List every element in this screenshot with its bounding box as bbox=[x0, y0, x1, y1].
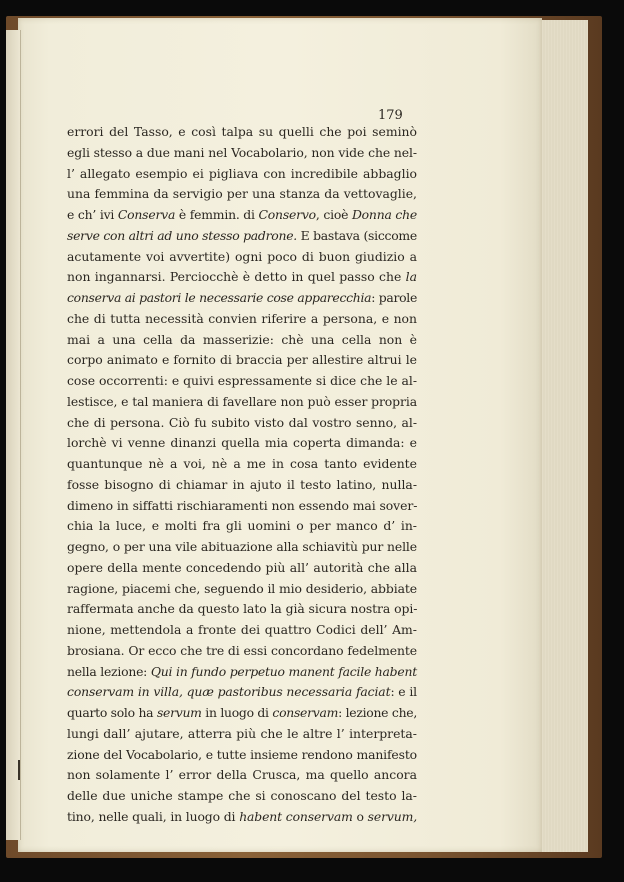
text-segment: cose occorrenti: e quivi espressamente si dice che le al- bbox=[67, 373, 417, 388]
text-segment: in luogo di bbox=[201, 705, 273, 720]
text-segment: opere della mente concedendo più all’ autorità che alla bbox=[67, 559, 417, 575]
text-line bbox=[67, 122, 417, 143]
text-line bbox=[67, 454, 417, 475]
text-segment: gegno, o per una vile abituazione alla schiavitù pur nelle bbox=[67, 539, 417, 554]
text-segment: : parole bbox=[371, 290, 418, 305]
text-segment: che di persona. Ciò fu subito visto dal vostro senno, al- bbox=[67, 414, 417, 430]
text-segment: quarto solo ha bbox=[67, 705, 157, 720]
text-line bbox=[67, 371, 417, 392]
text-line bbox=[67, 392, 417, 413]
text-line bbox=[67, 433, 417, 454]
italic-text: Qui in fundo perpetuo manent facile habent bbox=[150, 663, 417, 679]
text-line bbox=[67, 641, 417, 662]
text-line bbox=[67, 475, 417, 496]
text-line bbox=[67, 682, 417, 703]
text-line bbox=[67, 226, 417, 247]
text-line bbox=[67, 143, 417, 164]
text-segment: egli stesso a due mani nel Vocabolario, non vide che nel- bbox=[67, 144, 417, 160]
text-segment: non solamente l’ error della Crusca, ma quello ancora bbox=[67, 767, 417, 783]
italic-text: habent conservam bbox=[239, 808, 353, 824]
text-line bbox=[67, 558, 417, 579]
text-line bbox=[67, 309, 417, 330]
text-line bbox=[67, 516, 417, 537]
text-segment: una femmina da servigio per una stanza da vettovaglie, bbox=[67, 186, 417, 202]
italic-text: conservam in villa, quæ pastoribus necessaria faciat bbox=[67, 684, 391, 700]
text-segment: ragione, piacemi che, seguendo il mio desiderio, abbiate bbox=[67, 580, 417, 596]
text-line bbox=[67, 579, 417, 600]
text-segment: tino, nelle quali, in luogo di bbox=[67, 808, 240, 824]
text-segment: errori del Tasso, e così talpa su quelli che poi seminò bbox=[67, 124, 417, 139]
text-segment: chia la luce, e molti fra gli uomini o per manco d’ in- bbox=[67, 518, 417, 534]
text-line bbox=[67, 350, 417, 371]
italic-text: Conservo bbox=[258, 207, 316, 222]
text-segment: : lezione che, bbox=[338, 705, 417, 720]
text-line bbox=[67, 724, 417, 745]
facing-page-edge bbox=[6, 30, 21, 840]
text-line bbox=[67, 745, 417, 766]
italic-text: servum, bbox=[367, 808, 418, 824]
text-line bbox=[67, 247, 417, 268]
text-segment: delle due uniche stampe che si conoscano del testo la- bbox=[67, 788, 417, 803]
text-line bbox=[67, 786, 417, 807]
text-segment: , cioè bbox=[315, 207, 352, 222]
text-segment: nella lezione: bbox=[67, 663, 151, 679]
text-line bbox=[67, 599, 417, 620]
text-segment: mai a una cella da masserizie: chè una cella non è bbox=[67, 331, 417, 347]
text-segment: dimeno in siffatti rischiaramenti non essendo mai sover- bbox=[67, 497, 418, 513]
text-segment: è femmin. di bbox=[175, 207, 259, 222]
text-segment: zione del Vocabolario, e tutte insieme rendono manifesto bbox=[67, 746, 417, 762]
page-edges bbox=[538, 20, 588, 852]
text-line bbox=[67, 267, 417, 288]
text-segment: lorchè vi venne dinanzi quella mia coperta dimanda: e bbox=[67, 435, 417, 451]
italic-text: la bbox=[405, 269, 417, 285]
text-line bbox=[67, 184, 417, 205]
text-segment: lestisce, e tal maniera di favellare non può esser propria bbox=[67, 393, 417, 409]
text-segment: : e il bbox=[390, 684, 417, 700]
italic-text: conservam bbox=[272, 705, 339, 720]
text-line bbox=[67, 288, 417, 309]
body-text bbox=[67, 122, 417, 828]
italic-text: conserva ai pastori le necessarie cose apparecchia bbox=[67, 290, 372, 305]
text-line bbox=[67, 703, 417, 724]
text-segment: fosse bisogno di chiamar in ajuto il testo latino, nulla- bbox=[67, 476, 417, 492]
text-line bbox=[67, 620, 417, 641]
page-number: 179 bbox=[378, 108, 403, 123]
text-line bbox=[67, 164, 417, 185]
text-segment: che di tutta necessità convien riferire a persona, e non bbox=[67, 310, 417, 326]
text-line bbox=[67, 205, 417, 226]
italic-text: serve con altri ad uno stesso padrone. bbox=[67, 227, 297, 243]
italic-text: Donna che bbox=[351, 207, 418, 222]
italic-text: servum bbox=[156, 705, 202, 720]
text-segment: non ingannarsi. Perciocchè è detto in quel passo che bbox=[67, 269, 406, 285]
text-segment: nione, mettendola a fronte dei quattro Codici dell’ Am- bbox=[67, 622, 417, 637]
text-segment: E bastava (siccome bbox=[296, 227, 417, 243]
text-line bbox=[67, 807, 417, 828]
text-line bbox=[67, 413, 417, 434]
margin-mark bbox=[18, 760, 20, 780]
text-line bbox=[67, 662, 417, 683]
italic-text: Conserva bbox=[117, 207, 176, 222]
text-line bbox=[67, 537, 417, 558]
text-segment: o bbox=[352, 808, 368, 824]
text-segment: quantunque nè a voi, nè a me in cosa tanto evidente bbox=[67, 456, 417, 471]
text-segment: lungi dall’ ajutare, atterra più che le altre l’ interpreta- bbox=[67, 725, 417, 741]
text-segment: e ch’ ivi bbox=[67, 207, 118, 222]
text-line bbox=[67, 330, 417, 351]
text-line bbox=[67, 496, 417, 517]
text-segment: l’ allegato esempio ei pigliava con incredibile abbaglio bbox=[67, 165, 417, 181]
text-segment: brosiana. Or ecco che tre di essi concordano fedelmente bbox=[67, 642, 417, 658]
text-segment: acutamente voi avvertite) ogni poco di buon giudizio a bbox=[67, 248, 417, 264]
text-segment: corpo animato e fornito di braccia per allestire altrui le bbox=[67, 352, 417, 368]
text-line bbox=[67, 765, 417, 786]
text-segment: raffermata anche da questo lato la già sicura nostra opi- bbox=[67, 601, 418, 617]
